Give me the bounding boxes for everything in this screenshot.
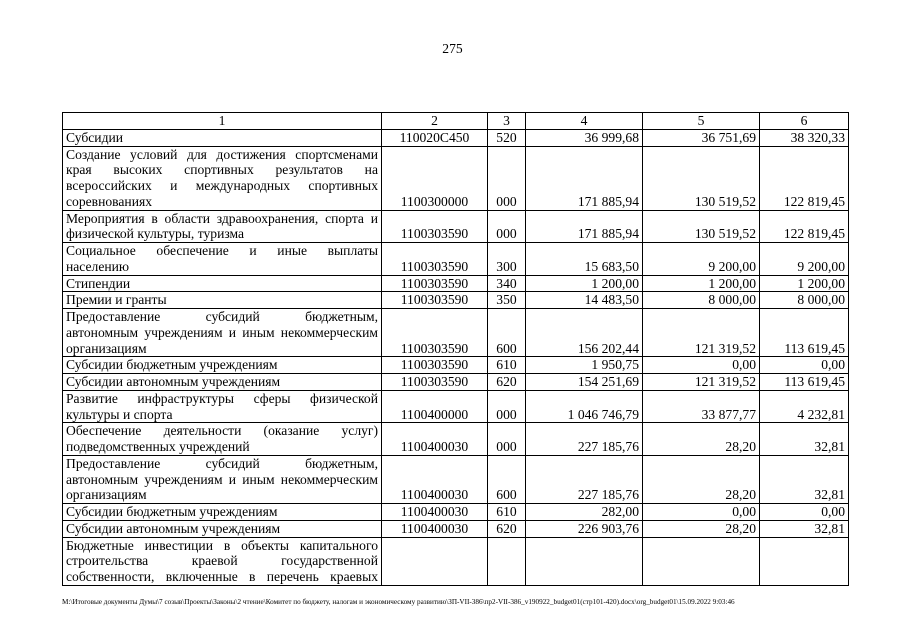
table-row <box>63 243 849 276</box>
column-number-header: 6 <box>760 113 849 130</box>
table-row <box>63 210 849 243</box>
amount-cell: 15 683,50 <box>526 243 643 276</box>
expense-type-cell <box>488 537 526 585</box>
row-name-line: организациям <box>66 487 147 503</box>
expense-type-cell: 300 <box>488 243 526 276</box>
row-name-line: края высоких спортивных результатов на <box>66 162 378 178</box>
column-number-header: 5 <box>643 113 760 130</box>
row-name-cell <box>63 423 382 456</box>
amount-cell: 32,81 <box>760 520 849 537</box>
target-code-cell: 1100303590 <box>382 374 488 391</box>
amount-cell <box>643 537 760 585</box>
target-code-cell: 1100303590 <box>382 357 488 374</box>
amount-cell: 32,81 <box>760 455 849 503</box>
amount-cell: 4 232,81 <box>760 390 849 423</box>
amount-cell: 0,00 <box>643 504 760 521</box>
row-name-line: Создание условий для достижения спортсменами <box>66 146 378 162</box>
target-code-cell: 1100303590 <box>382 309 488 357</box>
table-row <box>63 423 849 456</box>
amount-cell: 1 046 746,79 <box>526 390 643 423</box>
row-name-line: Премии и гранты <box>66 292 167 308</box>
amount-cell: 122 819,45 <box>760 210 849 243</box>
file-path-footer: M:\Итоговые документы Думы\7 созыв\Проекты\Законы\2 чтение\Комитет по бюджету, налогам и экономическому развитию\ЗП-VII-386\пр2-VII-386_v190922_budget01(стр101-420).docx\org_budget01\15.09.2022 9:03:46 <box>62 598 735 606</box>
amount-cell: 28,20 <box>643 423 760 456</box>
expense-type-cell: 000 <box>488 210 526 243</box>
expense-type-cell: 000 <box>488 146 526 210</box>
row-name-cell <box>63 504 382 521</box>
target-code-cell: 1100303590 <box>382 292 488 309</box>
target-code-cell: 1100400030 <box>382 504 488 521</box>
page-number: 275 <box>442 41 463 56</box>
amount-cell: 33 877,77 <box>643 390 760 423</box>
table-row <box>63 129 849 146</box>
row-name-cell <box>63 455 382 503</box>
amount-cell: 130 519,52 <box>643 146 760 210</box>
expense-type-cell: 350 <box>488 292 526 309</box>
table-row <box>63 504 849 521</box>
row-name-line: населению <box>66 258 130 274</box>
row-name-line: всероссийских и международных спортивных <box>66 178 378 193</box>
amount-cell: 38 320,33 <box>760 129 849 146</box>
row-name-line: Предоставление субсидий бюджетным, <box>66 309 378 324</box>
row-name-line: Субсидии автономным учреждениям <box>66 374 281 389</box>
row-name-cell <box>63 292 382 309</box>
row-name-cell <box>63 390 382 423</box>
expense-type-cell: 520 <box>488 129 526 146</box>
expense-type-cell: 340 <box>488 275 526 292</box>
expense-type-cell: 600 <box>488 455 526 503</box>
row-name-line: Стипендии <box>66 275 131 291</box>
amount-cell: 113 619,45 <box>760 374 849 391</box>
row-name-line: Мероприятия в области здравоохранения, спорта и <box>66 210 378 226</box>
budget-table <box>62 112 849 586</box>
amount-cell: 122 819,45 <box>760 146 849 210</box>
amount-cell: 0,00 <box>760 504 849 521</box>
amount-cell: 9 200,00 <box>760 243 849 276</box>
row-name-line: Социальное обеспечение и иные выплаты <box>66 243 378 258</box>
amount-cell: 171 885,94 <box>526 210 643 243</box>
amount-cell: 36 751,69 <box>643 129 760 146</box>
table-header-row <box>63 113 849 130</box>
row-name-line: собственности, включенные в перечень краевых <box>66 569 378 584</box>
amount-cell: 227 185,76 <box>526 423 643 456</box>
table-row <box>63 275 849 292</box>
row-name-cell <box>63 537 382 585</box>
row-name-cell <box>63 210 382 243</box>
amount-cell: 1 200,00 <box>526 275 643 292</box>
column-number-header: 4 <box>526 113 643 130</box>
target-code-cell: 1100400000 <box>382 390 488 423</box>
amount-cell: 8 000,00 <box>760 292 849 309</box>
amount-cell: 156 202,44 <box>526 309 643 357</box>
row-name-line: Субсидии бюджетным учреждениям <box>66 504 278 519</box>
row-name-cell <box>63 374 382 391</box>
amount-cell: 226 903,76 <box>526 520 643 537</box>
row-name-line: Субсидии бюджетным учреждениям <box>66 357 278 373</box>
row-name-cell <box>63 243 382 276</box>
amount-cell: 227 185,76 <box>526 455 643 503</box>
row-name-line: Предоставление субсидий бюджетным, <box>66 455 378 471</box>
expense-type-cell: 620 <box>488 374 526 391</box>
row-name-line: Бюджетные инвестиции в объекты капитального <box>66 537 378 553</box>
target-code-cell: 1100303590 <box>382 275 488 292</box>
column-number-header: 3 <box>488 113 526 130</box>
target-code-cell: 1100400030 <box>382 423 488 456</box>
row-name-line: автономным учреждениям и иным некоммерческим <box>66 324 378 340</box>
amount-cell: 8 000,00 <box>643 292 760 309</box>
row-name-cell <box>63 520 382 537</box>
row-name-cell <box>63 357 382 374</box>
amount-cell: 14 483,50 <box>526 292 643 309</box>
amount-cell: 121 319,52 <box>643 309 760 357</box>
row-name-line: организациям <box>66 340 147 356</box>
row-name-cell <box>63 275 382 292</box>
expense-type-cell: 610 <box>488 504 526 521</box>
amount-cell: 130 519,52 <box>643 210 760 243</box>
expense-type-cell: 000 <box>488 423 526 456</box>
row-name-cell <box>63 129 382 146</box>
target-code-cell: 1100400030 <box>382 455 488 503</box>
target-code-cell: 1100300000 <box>382 146 488 210</box>
target-code-cell: 1100400030 <box>382 520 488 537</box>
amount-cell: 171 885,94 <box>526 146 643 210</box>
amount-cell: 0,00 <box>760 357 849 374</box>
table-row <box>63 357 849 374</box>
expense-type-cell: 610 <box>488 357 526 374</box>
amount-cell <box>526 537 643 585</box>
amount-cell: 28,20 <box>643 455 760 503</box>
amount-cell: 113 619,45 <box>760 309 849 357</box>
row-name-line: Обеспечение деятельности (оказание услуг) <box>66 423 378 439</box>
table-row <box>63 374 849 391</box>
table-row <box>63 146 849 210</box>
row-name-line: автономным учреждениям и иным некоммерческим <box>66 471 378 487</box>
expense-type-cell: 600 <box>488 309 526 357</box>
row-name-line: соревнованиях <box>66 193 153 209</box>
target-code-cell <box>382 537 488 585</box>
amount-cell: 282,00 <box>526 504 643 521</box>
target-code-cell: 1100303590 <box>382 243 488 276</box>
table-row <box>63 309 849 357</box>
row-name-cell <box>63 146 382 210</box>
column-number-header: 2 <box>382 113 488 130</box>
amount-cell: 36 999,68 <box>526 129 643 146</box>
table-row <box>63 390 849 423</box>
row-name-line: Развитие инфраструктуры сферы физической <box>66 390 378 406</box>
amount-cell: 32,81 <box>760 423 849 456</box>
amount-cell: 1 200,00 <box>643 275 760 292</box>
table-row <box>63 292 849 309</box>
target-code-cell: 1100303590 <box>382 210 488 243</box>
expense-type-cell: 000 <box>488 390 526 423</box>
row-name-line: Субсидии автономным учреждениям <box>66 520 281 536</box>
row-name-line: культуры и спорта <box>66 406 173 422</box>
row-name-line: Субсидии <box>66 129 124 145</box>
amount-cell <box>760 537 849 585</box>
amount-cell: 9 200,00 <box>643 243 760 276</box>
table-row <box>63 520 849 537</box>
amount-cell: 0,00 <box>643 357 760 374</box>
amount-cell: 1 950,75 <box>526 357 643 374</box>
expense-type-cell: 620 <box>488 520 526 537</box>
table-row <box>63 455 849 503</box>
amount-cell: 121 319,52 <box>643 374 760 391</box>
row-name-cell <box>63 309 382 357</box>
amount-cell: 28,20 <box>643 520 760 537</box>
target-code-cell: 110020C450 <box>382 129 488 146</box>
row-name-line: строительства краевой государственной <box>66 553 378 569</box>
column-number-header: 1 <box>63 113 382 130</box>
table-row <box>63 537 849 585</box>
row-name-line: подведомственных учреждений <box>66 439 250 454</box>
row-name-line: физической культуры, туризма <box>66 226 245 242</box>
amount-cell: 1 200,00 <box>760 275 849 292</box>
amount-cell: 154 251,69 <box>526 374 643 391</box>
